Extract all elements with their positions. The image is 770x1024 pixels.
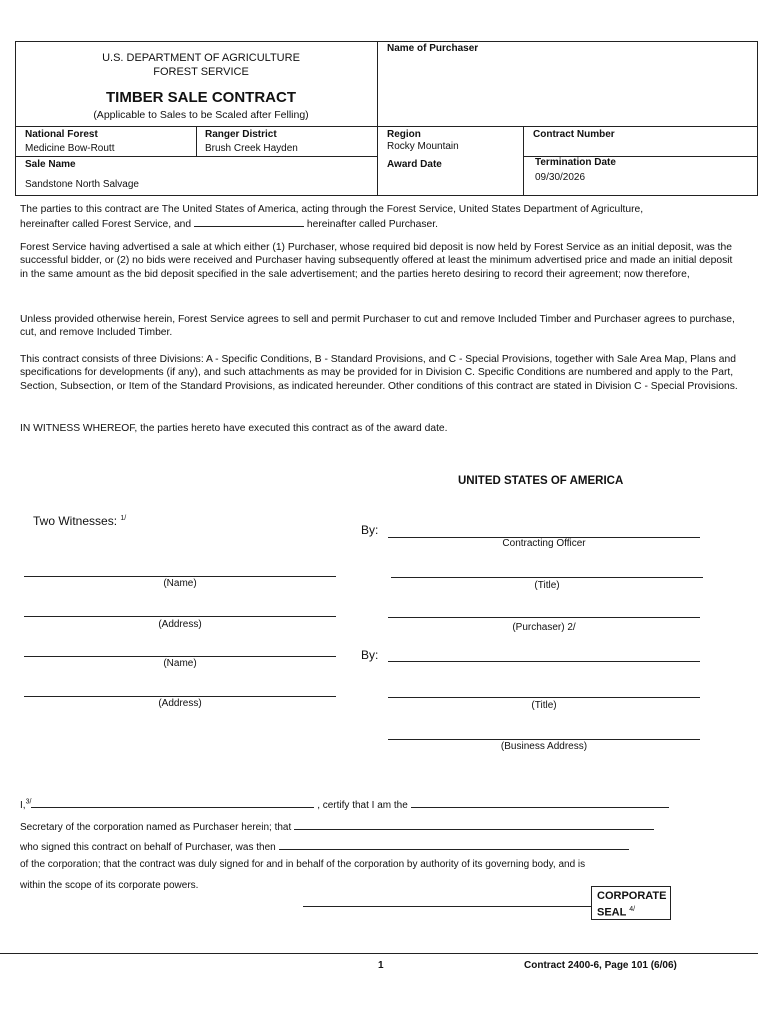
certifier-name-blank[interactable] [31, 797, 314, 808]
corporate-seal-box [591, 886, 671, 920]
certifier-title-blank[interactable] [411, 797, 669, 808]
certificate-certify-text: , certify that I am the [317, 800, 408, 811]
certificate-line-4: of the corporation; that the contract was duly signed for and in behalf of the corporation by authority of its governing body, and is [20, 859, 586, 870]
contracting-officer-caption: Contracting Officer [502, 538, 586, 549]
footnote-2-marker: 2/ [567, 622, 576, 633]
parties-paragraph [20, 203, 740, 232]
corporate-seal-text: SEAL [597, 906, 627, 919]
header-divider-district [196, 126, 197, 157]
certificate-line-5: within the scope of its corporate powers. [20, 880, 199, 891]
certificate-line-2 [20, 819, 654, 833]
page-title: TIMBER SALE CONTRACT [106, 89, 296, 106]
header-divider-main [377, 42, 378, 195]
two-witnesses-text: Two Witnesses: [33, 514, 118, 528]
witness-2-address-line[interactable] [24, 696, 336, 697]
award-date-label: Award Date [387, 159, 442, 170]
region-label: Region [387, 129, 421, 140]
termination-date-label: Termination Date [535, 157, 616, 168]
agency-line-2: FOREST SERVICE [153, 66, 249, 78]
witness-1-name-line[interactable] [24, 576, 336, 577]
agency-line-1: U.S. DEPARTMENT OF AGRICULTURE [102, 52, 300, 64]
agreement-paragraph: Unless provided otherwise herein, Forest Service agrees to sell and permit Purchaser to cut and remove Included Timber and Purchaser agrees to purchase, cut, and remove Included Timber. [20, 314, 735, 339]
certificate-line-3 [20, 839, 629, 853]
ranger-district-label: Ranger District [205, 129, 277, 140]
parties-text-1: The parties to this contract are The United States of America, acting through the Forest Service, United States Department of Agriculture, [20, 204, 644, 215]
by-label-2: By: [361, 648, 379, 662]
signer-name-blank[interactable] [294, 819, 654, 830]
officer-title-caption: (Title) [534, 580, 560, 591]
footnote-1-marker: 1/ [120, 515, 127, 522]
parties-text-3: hereinafter called Purchaser. [306, 219, 438, 231]
secretary-signature-line[interactable] [303, 906, 591, 907]
ranger-district-value: Brush Creek Hayden [205, 143, 298, 154]
witness-1-name-caption: (Name) [163, 578, 197, 589]
signer-office-blank[interactable] [279, 839, 629, 850]
certificate-i: I, [20, 800, 26, 811]
witness-2-name-caption: (Name) [163, 658, 197, 669]
witness-1-address-line[interactable] [24, 616, 336, 617]
footnote-4-marker: 4/ [629, 906, 636, 913]
purchaser-line[interactable] [388, 617, 700, 618]
divisions-paragraph: This contract consists of three Divisions: A - Specific Conditions, B - Standard Provisions, and C - Special Provisions, together with Sale Area Map, Plans and specifications for developments (if any), and such attachments as may be provided for in Division C. Specific Conditions are numbered and apply to the Part, Section, Subsection, or Item of the Standard Provisions, as indicated hereunder. Other conditions of this contract are stated in Division C - Special Provisions. [20, 354, 738, 392]
purchaser-name-blank[interactable] [194, 216, 304, 227]
header-rule-2 [16, 156, 377, 157]
certificate-secretary-text: Secretary of the corporation named as Purchaser herein; that [20, 822, 292, 833]
corporate-seal-line-1: CORPORATE [597, 890, 667, 902]
national-forest-value: Medicine Bow-Routt [25, 143, 115, 154]
witness-2-address-caption: (Address) [158, 698, 202, 709]
witness-paragraph: IN WITNESS WHEREOF, the parties hereto have executed this contract as of the award date. [20, 423, 448, 434]
header-rule-1b [377, 126, 757, 127]
purchaser-signature-line[interactable] [388, 661, 700, 662]
two-witnesses-label [33, 514, 126, 528]
united-states-heading: UNITED STATES OF AMERICA [458, 475, 624, 487]
officer-title-line[interactable] [391, 577, 703, 578]
contract-header-box [15, 41, 758, 196]
advertised-sale-paragraph: Forest Service having advertised a sale at which either (1) Purchaser, whose required bid deposit is now held by Forest Service as an initial deposit, was the successful bidder, or (2) no bids were received and Purchaser having subsequently offered at least the minimum advertised price and made an initial deposit in the same amount as the bid deposit specified in the sale advertisement; and the parties hereto desiring to record their agreement; now therefore, [20, 242, 733, 280]
purchaser-caption [388, 622, 700, 633]
national-forest-label: National Forest [25, 129, 98, 140]
witness-2-name-line[interactable] [24, 656, 336, 657]
purchaser-caption-text: (Purchaser) [512, 622, 565, 633]
footnote-3-marker: 3/ [25, 798, 32, 806]
footer-rule [0, 953, 758, 954]
certificate-signed-text: who signed this contract on behalf of Purchaser, was then [20, 842, 276, 853]
corporate-seal-line-2 [597, 903, 670, 920]
witness-1-address-caption: (Address) [158, 619, 202, 630]
form-identifier: Contract 2400-6, Page 101 (6/06) [524, 960, 677, 971]
purchaser-title-line[interactable] [388, 697, 700, 698]
name-of-purchaser-label: Name of Purchaser [387, 43, 479, 54]
termination-date-value: 09/30/2026 [535, 172, 586, 183]
sale-name-label: Sale Name [25, 159, 76, 170]
parties-text-2: hereinafter called Forest Service, and [20, 219, 192, 231]
region-value: Rocky Mountain [387, 141, 459, 152]
business-address-caption: (Business Address) [500, 741, 588, 752]
certificate-line-1 [20, 797, 669, 811]
contract-number-label: Contract Number [533, 129, 615, 140]
page-number: 1 [378, 960, 384, 971]
sale-name-value: Sandstone North Salvage [25, 179, 139, 190]
business-address-line[interactable] [388, 739, 700, 740]
by-label-1: By: [361, 523, 379, 537]
purchaser-title-caption: (Title) [531, 700, 557, 711]
header-rule-1 [16, 126, 377, 127]
header-divider-contract [523, 126, 524, 195]
page-subtitle: (Applicable to Sales to be Scaled after Felling) [93, 109, 309, 121]
